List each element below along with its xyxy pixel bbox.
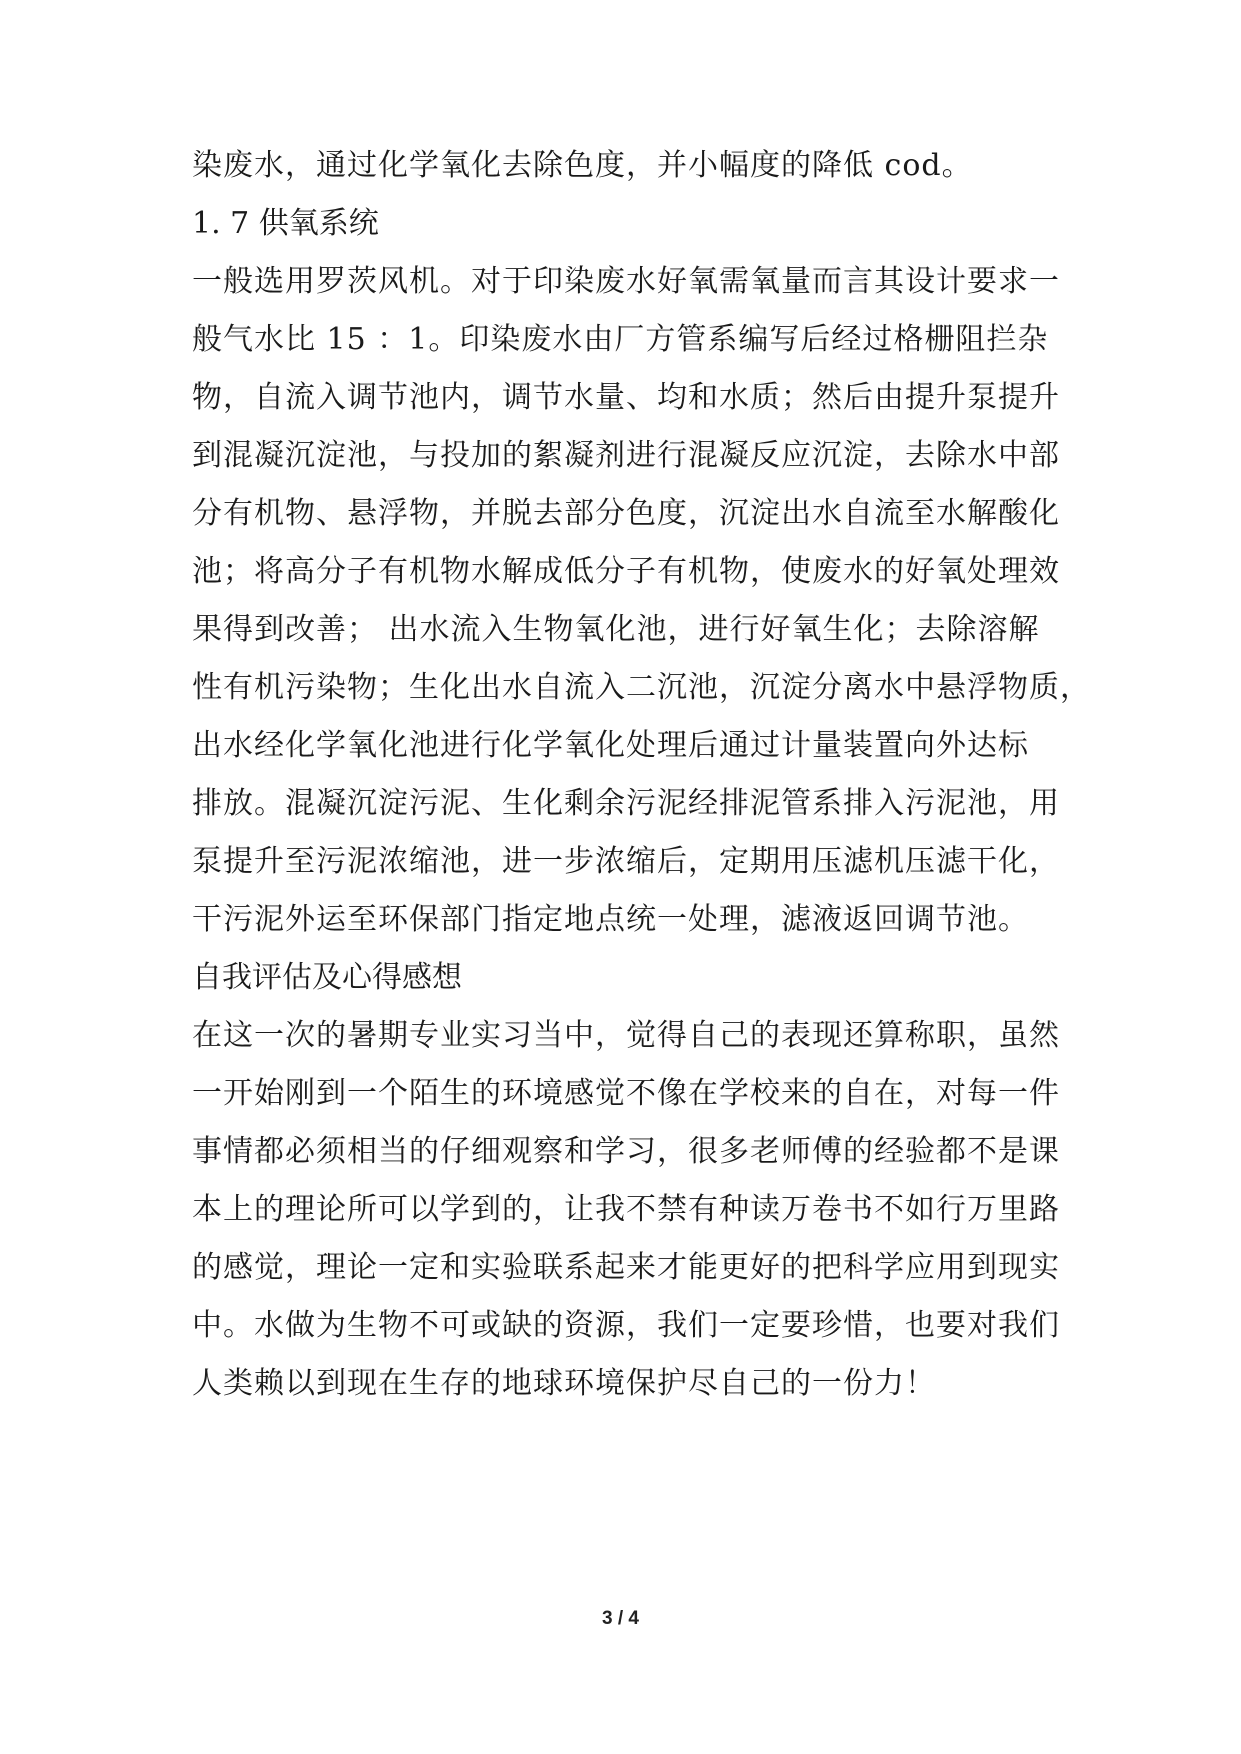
body-text-line: 一般选用罗茨风机。对于印染废水好氧需氧量而言其设计要求一: [192, 264, 1060, 299]
body-text-line: 性有机污染物；生化出水自流入二沉池，沉淀分离水中悬浮物质，: [192, 670, 1091, 705]
body-text-line: 干污泥外运至环保部门指定地点统一处理，滤液返回调节池。: [192, 902, 1029, 937]
body-text-line: 事情都必须相当的仔细观察和学习，很多老师傅的经验都不是课: [192, 1134, 1060, 1169]
body-text-line: 本上的理论所可以学到的，让我不禁有种读万卷书不如行万里路: [192, 1192, 1060, 1227]
body-text-line: 般气水比 15 ：1。印染废水由厂方管系编写后经过格栅阻拦杂: [192, 322, 1049, 357]
section-heading: 自我评估及心得感想: [192, 960, 462, 995]
body-text-line: 染废水，通过化学氧化去除色度，并小幅度的降低 cod。: [192, 148, 973, 183]
body-text-line: 出水经化学氧化池进行化学氧化处理后通过计量装置向外达标: [192, 728, 1029, 763]
body-text-line: 中。水做为生物不可或缺的资源，我们一定要珍惜，也要对我们: [192, 1308, 1060, 1343]
body-text-line: 物，自流入调节池内，调节水量、均和水质；然后由提升泵提升: [192, 380, 1060, 415]
body-text-line: 一开始刚到一个陌生的环境感觉不像在学校来的自在，对每一件: [192, 1076, 1060, 1111]
section-heading: 1. 7 供氧系统: [192, 206, 379, 241]
body-text-line: 泵提升至污泥浓缩池，进一步浓缩后，定期用压滤机压滤干化，: [192, 844, 1060, 879]
body-text-line: 的感觉，理论一定和实验联系起来才能更好的把科学应用到现实: [192, 1250, 1060, 1285]
body-text-line: 果得到改善； 出水流入生物氧化池，进行好氧生化；去除溶解: [192, 612, 1040, 647]
body-text-line: 池；将高分子有机物水解成低分子有机物，使废水的好氧处理效: [192, 554, 1060, 589]
body-text-line: 到混凝沉淀池，与投加的絮凝剂进行混凝反应沉淀，去除水中部: [192, 438, 1060, 473]
body-text-line: 分有机物、悬浮物，并脱去部分色度，沉淀出水自流至水解酸化: [192, 496, 1060, 531]
body-text-line: 在这一次的暑期专业实习当中，觉得自己的表现还算称职，虽然: [192, 1018, 1060, 1053]
body-text-line: 人类赖以到现在生存的地球环境保护尽自己的一份力！: [192, 1366, 936, 1401]
page-number: 3 / 4: [602, 1608, 639, 1629]
body-text-line: 排放。混凝沉淀污泥、生化剩余污泥经排泥管系排入污泥池，用: [192, 786, 1060, 821]
